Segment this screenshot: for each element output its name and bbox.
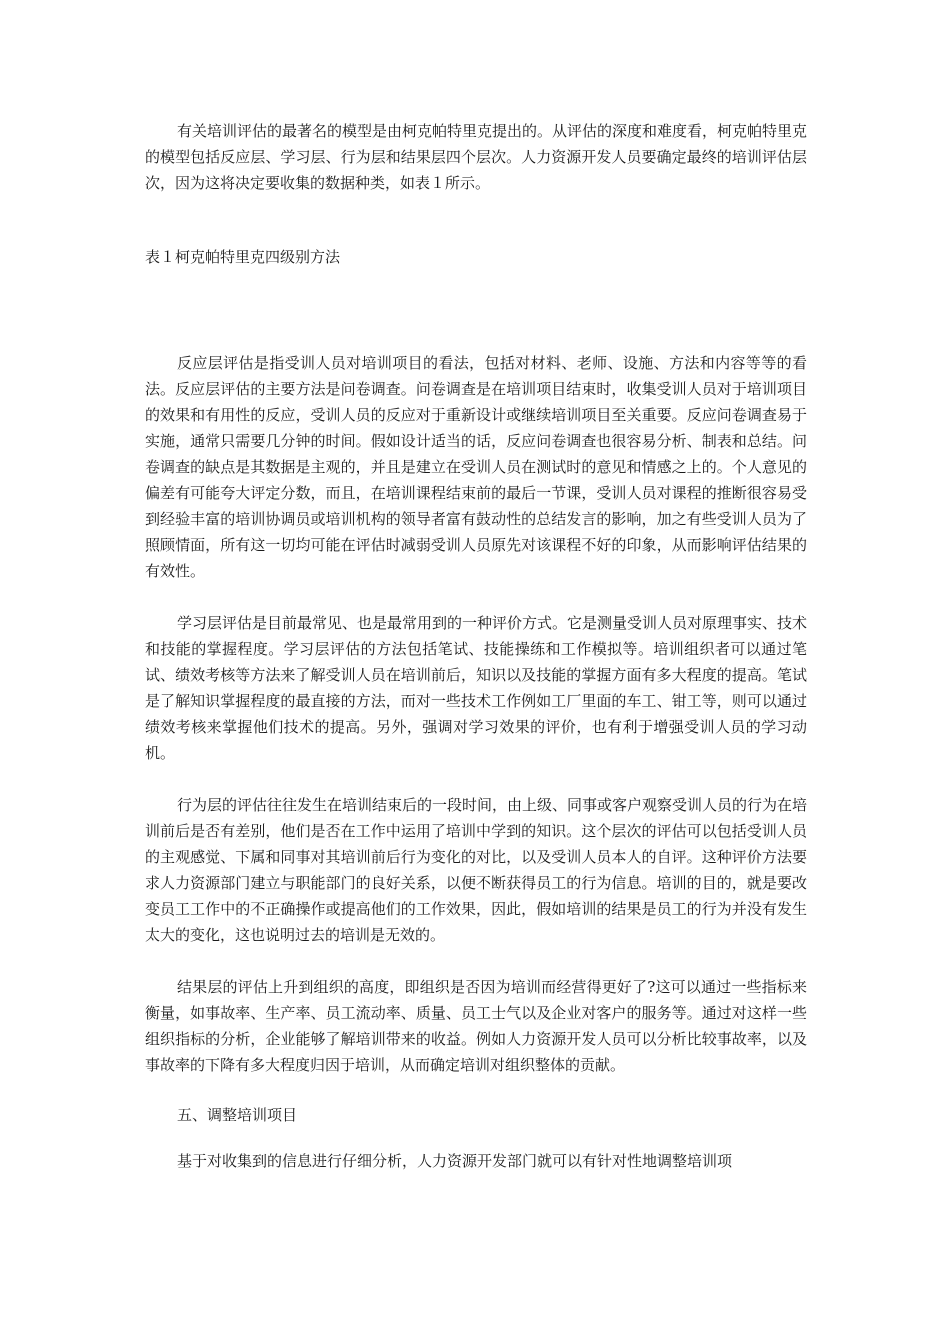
- document-page: [145, 118, 807, 1174]
- behavior-level-paragraph: 行为层的评估往往发生在培训结束后的一段时间，由上级、同事或客户观察受训人员的行为在培训前后是否有差别，他们是否在工作中运用了培训中学到的知识。这个层次的评估可以包括受训人员的主观感觉、下属和同事对其培训前后行为变化的对比，以及受训人员本人的自评。这种评价方法要求人力资源部门建立与职能部门的良好关系，以便不断获得员工的行为信息。培训的目的，就是要改变员工工作中的不正确操作或提高他们的工作效果，因此，假如培训的结果是员工的行为并没有发生太大的变化，这也说明过去的培训是无效的。: [145, 796, 808, 944]
- adjust-training-paragraph: 基于对收集到的信息进行仔细分析，人力资源开发部门就可以有针对性地调整培训项: [177, 1152, 733, 1170]
- table-caption: 表１柯克帕特里克四级别方法: [145, 248, 341, 266]
- section-heading: 五、调整培训项目: [177, 1106, 298, 1124]
- results-level-paragraph: 结果层的评估上升到组织的高度，即组织是否因为培训而经营得更好了?这可以通过一些指标来衡量，如事故率、生产率、员工流动率、质量、员工士气以及企业对客户的服务等。通过对这样一些组织指标的分析，企业能够了解培训带来的收益。例如人力资源开发人员可以分析比较事故率，以及事故率的下降有多大程度归因于培训，从而确定培训对组织整体的贡献。: [145, 978, 807, 1074]
- learning-level-paragraph: 学习层评估是目前最常见、也是最常用到的一种评价方式。它是测量受训人员对原理事实、技术和技能的掌握程度。学习层评估的方法包括笔试、技能操练和工作模拟等。培训组织者可以通过笔试、绩效考核等方法来了解受训人员在培训前后，知识以及技能的掌握方面有多大程度的提高。笔试是了解知识掌握程度的最直接的方法，而对一些技术工作例如工厂里面的车工、钳工等，则可以通过绩效考核来掌握他们技术的提高。另外，强调对学习效果的评价，也有利于增强受训人员的学习动机。: [145, 614, 808, 762]
- reaction-level-paragraph: 反应层评估是指受训人员对培训项目的看法，包括对材料、老师、设施、方法和内容等等的看法。反应层评估的主要方法是问卷调查。问卷调查是在培训项目结束时，收集受训人员对于培训项目的效果和有用性的反应，受训人员的反应对于重新设计或继续培训项目至关重要。反应问卷调查易于实施，通常只需要几分钟的时间。假如设计适当的话，反应问卷调查也很容易分析、制表和总结。问卷调查的缺点是其数据是主观的，并且是建立在受训人员在测试时的意见和情感之上的。个人意见的偏差有可能夸大评定分数，而且，在培训课程结束前的最后一节课，受训人员对课程的推断很容易受到经验丰富的培训协调员或培训机构的领导者富有鼓动性的总结发言的影响，加之有些受训人员为了照顾情面，所有这一切均可能在评估时减弱受训人员原先对该课程不好的印象，从而影响评估结果的有效性。: [145, 354, 807, 580]
- intro-paragraph: 有关培训评估的最著名的模型是由柯克帕特里克提出的。从评估的深度和难度看，柯克帕特里克的模型包括反应层、学习层、行为层和结果层四个层次。人力资源开发人员要确定最终的培训评估层次，因为这将决定要收集的数据种类，如表１所示。: [145, 122, 808, 192]
